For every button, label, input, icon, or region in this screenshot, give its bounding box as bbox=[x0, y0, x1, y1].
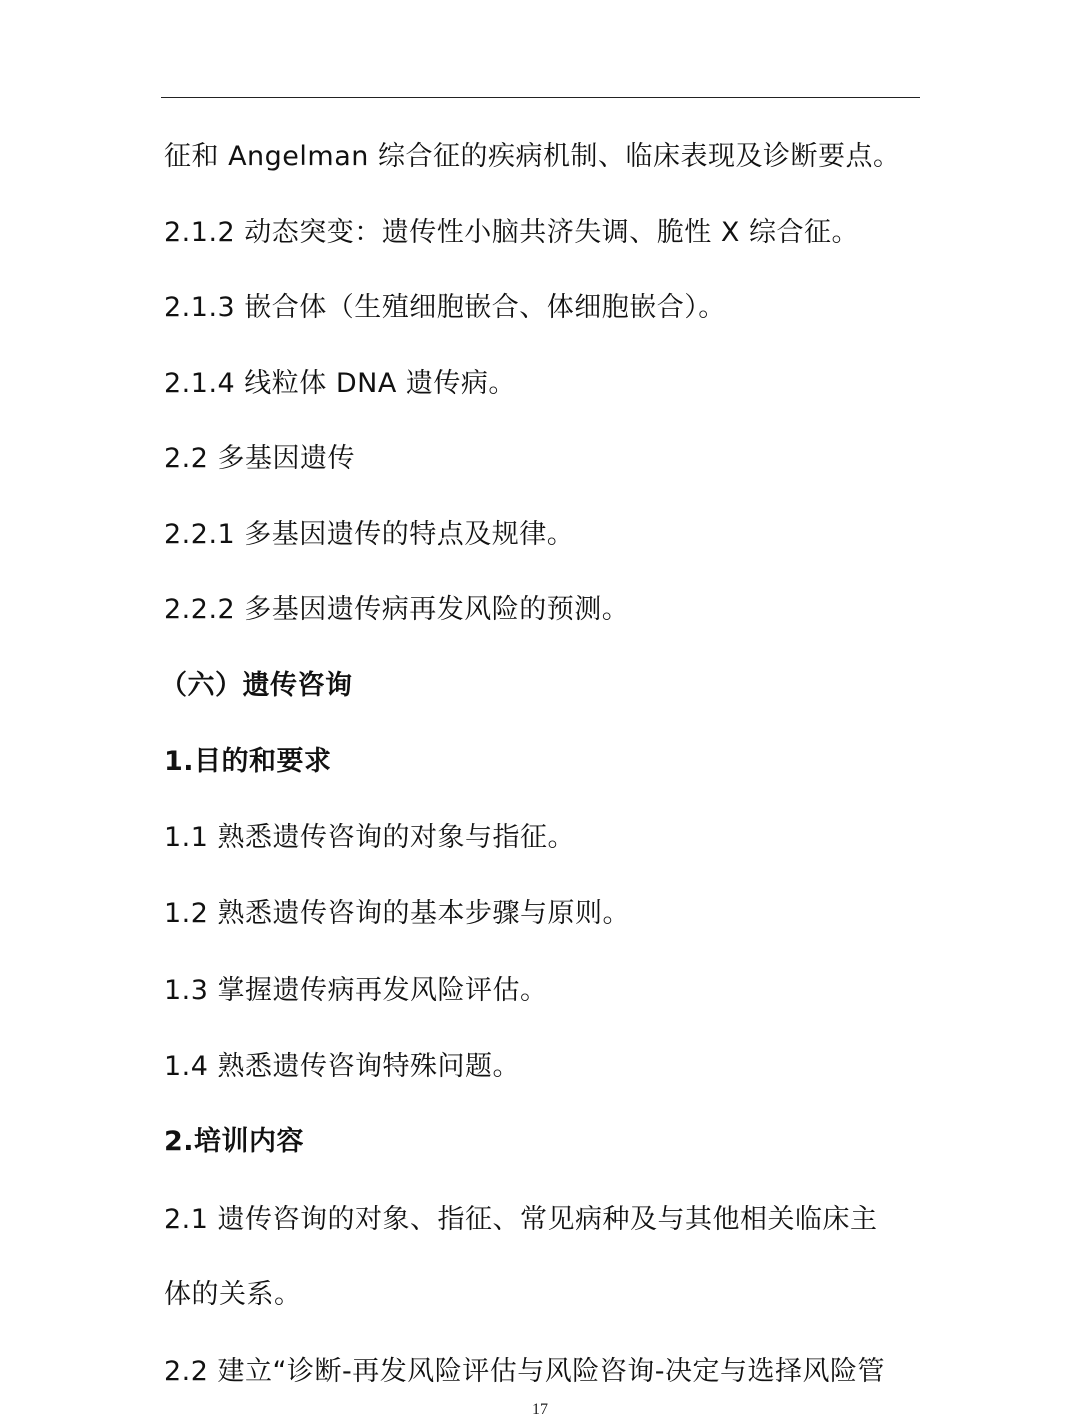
text-line: 2.1.2 动态突变：遗传性小脑共济失调、脆性 X 综合征。 bbox=[164, 217, 859, 248]
text-line: 2.2 建立“诊断-再发风险评估与风险咨询-决定与选择风险管 bbox=[164, 1356, 885, 1387]
section-heading: （六）遗传咨询 bbox=[160, 670, 353, 701]
text-line: 2.1.3 嵌合体（生殖细胞嵌合、体细胞嵌合）。 bbox=[164, 292, 726, 323]
text-line: 2.2.1 多基因遗传的特点及规律。 bbox=[164, 519, 575, 550]
text-line: 征和 Angelman 综合征的疾病机制、临床表现及诊断要点。 bbox=[164, 141, 901, 172]
header-rule bbox=[161, 97, 920, 98]
text-line: 2.2 多基因遗传 bbox=[164, 443, 356, 474]
text-line: 体的关系。 bbox=[164, 1279, 302, 1310]
subsection-heading: 1.目的和要求 bbox=[164, 746, 332, 777]
text-line: 1.4 熟悉遗传咨询特殊问题。 bbox=[164, 1051, 521, 1082]
text-line: 2.1.4 线粒体 DNA 遗传病。 bbox=[164, 368, 516, 399]
text-line: 2.2.2 多基因遗传病再发风险的预测。 bbox=[164, 594, 630, 625]
text-line: 1.3 掌握遗传病再发风险评估。 bbox=[164, 975, 548, 1006]
text-line: 2.1 遗传咨询的对象、指征、常见病种及与其他相关临床主 bbox=[164, 1204, 878, 1235]
text-line: 1.1 熟悉遗传咨询的对象与指征。 bbox=[164, 822, 576, 853]
text-line: 1.2 熟悉遗传咨询的基本步骤与原则。 bbox=[164, 898, 631, 929]
page-number: 17 bbox=[532, 1401, 548, 1418]
subsection-heading: 2.培训内容 bbox=[164, 1126, 305, 1157]
